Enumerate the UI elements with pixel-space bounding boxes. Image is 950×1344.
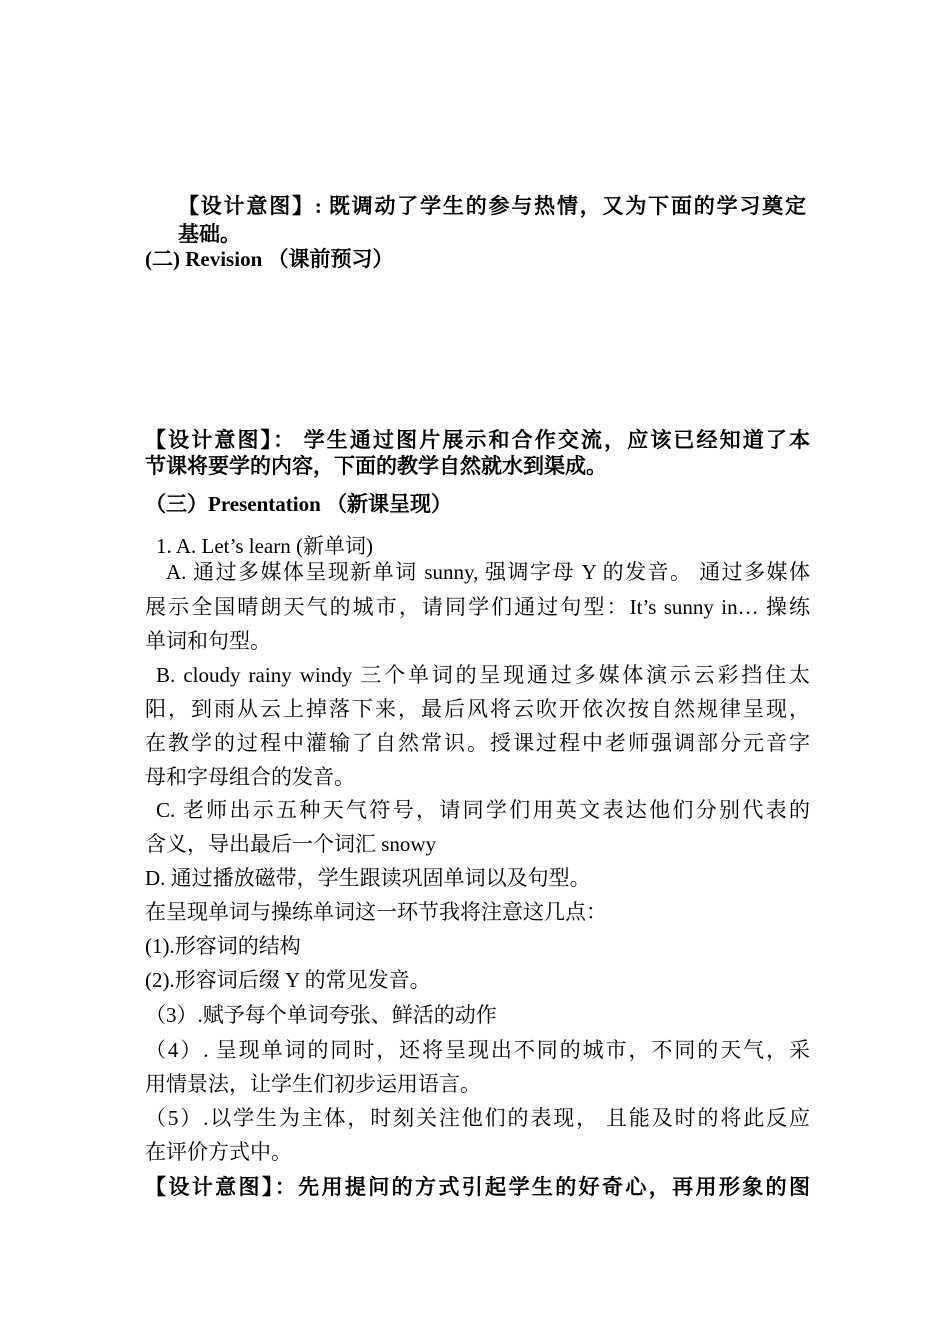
- item-a-line-3: 单词和句型。: [145, 629, 271, 653]
- item-b-line-2: 阳，到雨从云上掉落下来，最后风将云吹开依次按自然规律呈现，: [145, 697, 810, 721]
- item-c-line-1: C. 老师出示五种天气符号，请同学们用英文表达他们分别代表的: [156, 798, 810, 822]
- design-intent-3-line-1: 【设计意图】：先用提问的方式引起学生的好奇心，再用形象的图: [145, 1175, 810, 1199]
- point-4-line-2: 用情景法，让学生们初步运用语言。: [145, 1072, 481, 1096]
- point-3-line: （3）.赋予每个单词夸张、鲜活的动作: [145, 1003, 497, 1027]
- point-5-line-1: （5）.以学生为主体，时刻关注他们的表现， 且能及时的将此反应: [145, 1106, 810, 1130]
- item-b-line-3: 在教学的过程中灌输了自然常识。授课过程中老师强调部分元音字: [145, 731, 810, 755]
- point-5-line-2: 在评价方式中。: [145, 1140, 292, 1164]
- point-1-line: (1).形容词的结构: [145, 934, 301, 958]
- item-b-line-1: B. cloudy rainy windy 三个单词的呈现通过多媒体演示云彩挡住太: [156, 663, 810, 687]
- item-a-line-1: A. 通过多媒体呈现新单词 sunny, 强调字母 Y 的发音。 通过多媒体: [166, 560, 810, 584]
- section-revision-heading: (二) Revision （课前预习）: [145, 247, 394, 271]
- design-intent-2-line-1: 【设计意图】： 学生通过图片展示和合作交流，应该已经知道了本: [145, 428, 810, 452]
- item-b-line-4: 母和字母组合的发音。: [145, 765, 355, 789]
- point-4-line-1: （4）. 呈现单词的同时，还将呈现出不同的城市，不同的天气，采: [145, 1038, 810, 1062]
- points-intro-line: 在呈现单词与操练单词这一环节我将注意这几点：: [145, 900, 607, 924]
- item-a-line-2: 展示全国晴朗天气的城市，请同学们通过句型：It’s sunny in… 操练: [145, 595, 810, 619]
- design-intent-1-line-2: 基础。: [178, 222, 241, 246]
- item-d-line: D. 通过播放磁带，学生跟读巩固单词以及句型。: [145, 866, 591, 890]
- point-2-line: (2).形容词后缀 Y 的常见发音。: [145, 968, 431, 992]
- item-c-line-2: 含义，导出最后一个词汇 snowy: [145, 832, 437, 856]
- design-intent-1-line-1: 【设计意图】: 既调动了学生的参与热情，又为下面的学习奠定: [178, 194, 806, 218]
- lets-learn-heading: 1. A. Let’s learn (新单词): [156, 534, 373, 558]
- design-intent-2-line-2: 节课将要学的内容，下面的教学自然就水到渠成。: [145, 454, 607, 478]
- section-presentation-heading: （三）Presentation （新课呈现）: [145, 492, 453, 516]
